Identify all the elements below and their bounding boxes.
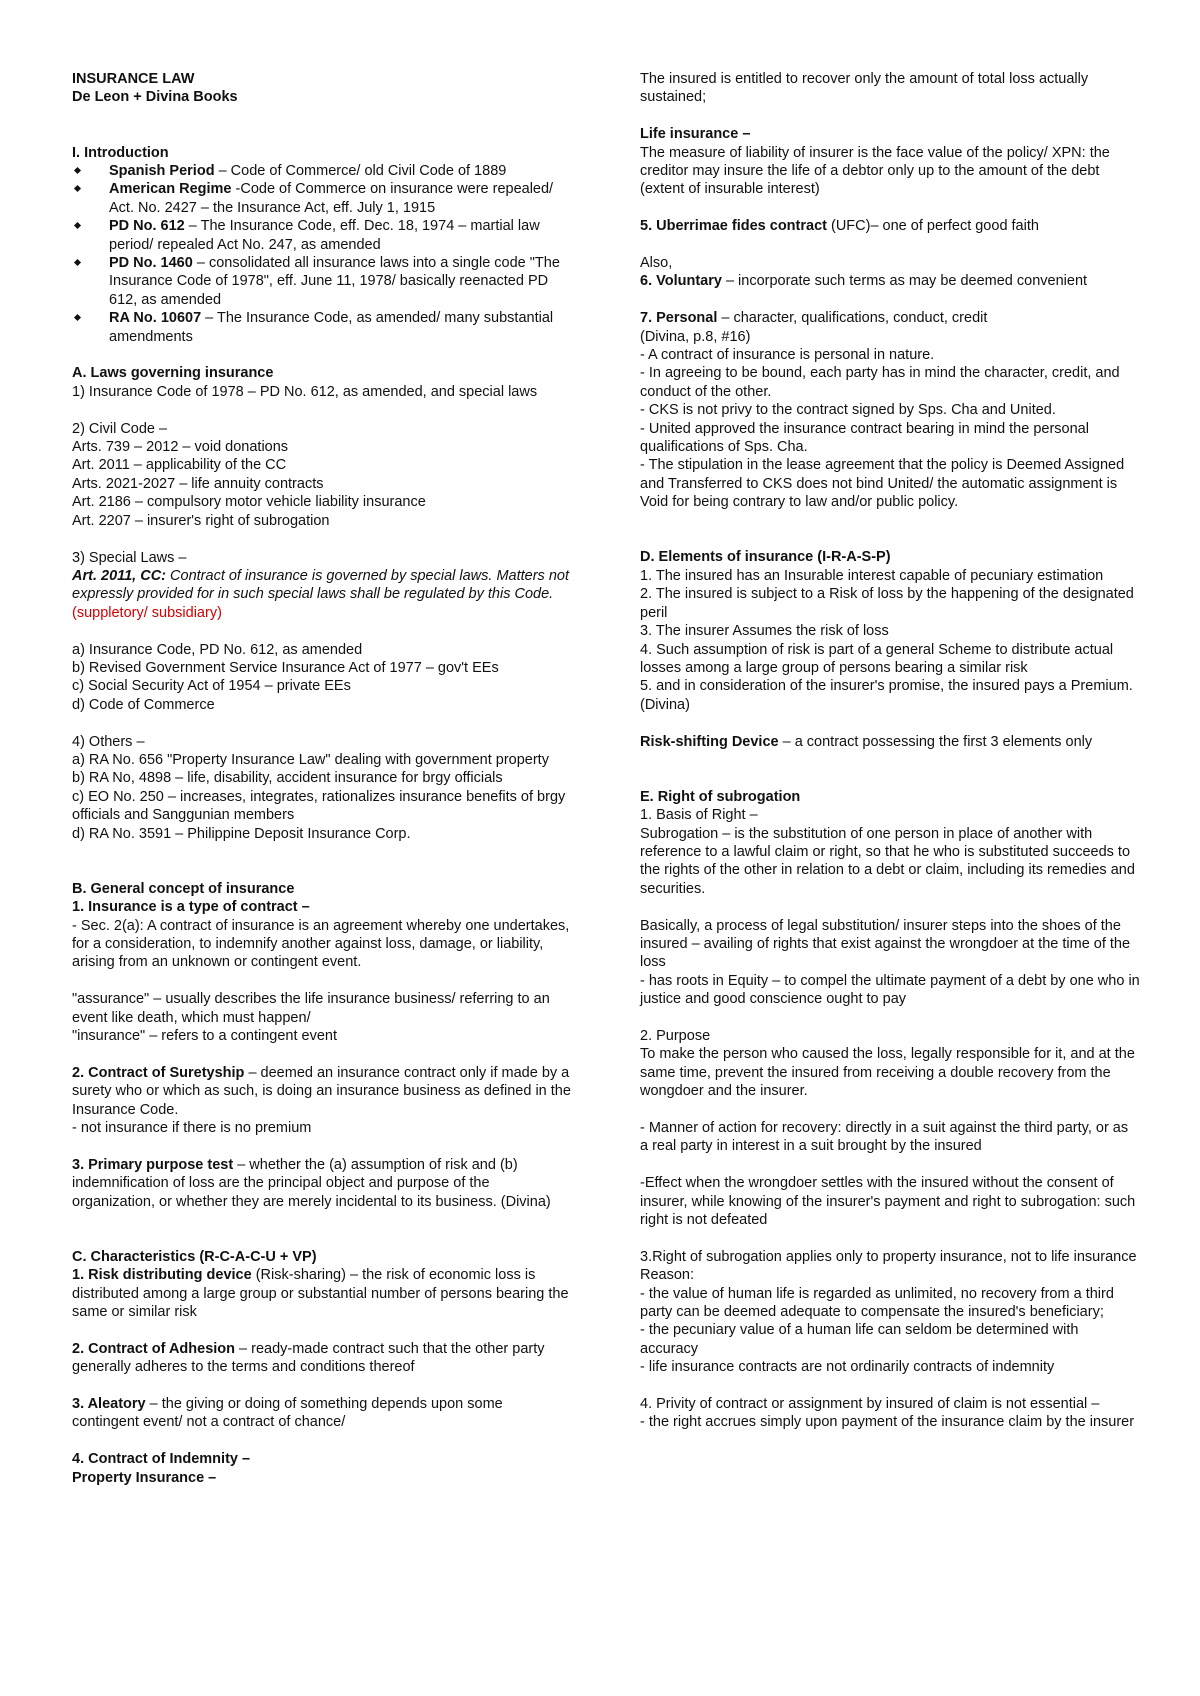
intro-bullet: Spanish Period – Code of Commerce/ old Civil Code of 1889 <box>72 162 572 180</box>
property-insurance-head: Property Insurance – <box>72 1469 217 1486</box>
purpose-text: To make the person who caused the loss, legally responsible for it, and at the same time, prevent the insured from receiving a double recovery from the wongdoer and the insurer. <box>640 1046 1135 1100</box>
art-2011-quote: Art. 2011, CC: Contract of insurance is governed by special laws. Matters not expressly provided for in such special laws shall be regulated by this Code. (suppletory/ subsidiary) <box>72 567 569 621</box>
manner-text: - Manner of action for recovery: directly in a suit against the third party, or as a real party in interest in a suit brought by the insured <box>640 1120 1129 1155</box>
special-law-line: b) Revised Government Service Insurance Act of 1977 – gov't EEs <box>72 659 499 676</box>
civil-code-line: Art. 2207 – insurer's right of subrogation <box>72 512 330 529</box>
property-insurance-text: The insured is entitled to recover only the amount of total loss actually sustained; <box>640 71 1089 106</box>
elements-heading: D. Elements of insurance (I-R-A-S-P) <box>640 549 891 566</box>
personal-line: - CKS is not privy to the contract signed by Sps. Cha and United. <box>640 402 1056 419</box>
basis-head: 1. Basis of Right – <box>640 807 758 824</box>
assurance-note: "assurance" – usually describes the life insurance business/ referring to an event like death, which must happen/ <box>72 991 550 1026</box>
effect-text: -Effect when the wrongdoer settles with the insured without the consent of insurer, while knowing of the insurer's payment and right to subrogation: such right is not defeated <box>640 1175 1136 1229</box>
laws-item-1: 1) Insurance Code of 1978 – PD No. 612, as amended, and special laws <box>72 383 538 400</box>
civil-code-line: Arts. 2021-2027 – life annuity contracts <box>72 475 324 492</box>
laws-item-2-head: 2) Civil Code – <box>72 420 168 437</box>
characteristic-3: 3. Aleatory – the giving or doing of something depends upon some contingent event/ not a contract of chance/ <box>72 1396 503 1431</box>
intro-bullet: PD No. 1460 – consolidated all insurance laws into a single code "The Insurance Code of 1978", eff. June 11, 1978/ basically reenacted PD 612, as amended <box>72 254 572 309</box>
others-line: d) RA No. 3591 – Philippine Deposit Insurance Corp. <box>72 825 411 842</box>
equity-text: - has roots in Equity – to compel the ultimate payment of a debt by one who in justice and good conscience ought to pay <box>640 972 1140 1008</box>
personal-line: - The stipulation in the lease agreement that the policy is Deemed Assigned and Transferred to CKS does not bind United/ the automatic assignment is Void for being contrary to law and/or public policy. <box>640 457 1125 511</box>
doc-subtitle: De Leon + Divina Books <box>72 89 238 106</box>
element-line: 4. Such assumption of risk is part of a general Scheme to distribute actual losses among a large group of persons bearing a similar risk <box>640 641 1114 676</box>
point-4-head: 4. Privity of contract or assignment by insured of claim is not essential – <box>640 1396 1100 1413</box>
general-sub-1: 1. Insurance is a type of contract – <box>72 899 310 916</box>
reason-line: - the value of human life is regarded as unlimited, no recovery from a third party can be deemed adequate to compensate the insured's beneficiary; <box>640 1285 1114 1321</box>
point-4-text: - the right accrues simply upon payment of the insurance claim by the insurer <box>640 1414 1135 1431</box>
characteristic-4: 4. Contract of Indemnity – <box>72 1451 251 1468</box>
suretyship-note: - not insurance if there is no premium <box>72 1120 312 1137</box>
laws-heading: A. Laws governing insurance <box>72 365 274 382</box>
personal-line: - A contract of insurance is personal in nature. <box>640 347 935 364</box>
general-heading: B. General concept of insurance <box>72 880 295 897</box>
left-column <box>72 70 572 1487</box>
characteristic-2: 2. Contract of Adhesion – ready-made contract such that the other party generally adheres to the terms and conditions thereof <box>72 1340 545 1376</box>
sec-2a-definition: - Sec. 2(a): A contract of insurance is an agreement whereby one undertakes, for a consideration, to indemnify another against loss, damage, or liability, arising from an unknown or contingent event. <box>72 917 570 971</box>
element-line: 2. The insured is subject to a Risk of loss by the happening of the designated peril <box>640 586 1134 621</box>
reason-label: Reason: <box>640 1267 695 1284</box>
intro-bullet: PD No. 612 – The Insurance Code, eff. Dec. 18, 1974 – martial law period/ repealed Act No. 247, as amended <box>72 217 572 254</box>
characteristic-7: 7. Personal – character, qualifications, conduct, credit <box>640 310 988 327</box>
intro-heading: I. Introduction <box>72 144 169 161</box>
risk-shifting-device: Risk-shifting Device – a contract possessing the first 3 elements only <box>640 733 1093 750</box>
others-line: c) EO No. 250 – increases, integrates, rationalizes insurance benefits of brgy officials and Sanggunian members <box>72 788 566 824</box>
intro-bullet-list <box>72 162 572 346</box>
laws-item-3-head: 3) Special Laws – <box>72 549 187 566</box>
element-line: 1. The insured has an Insurable interest capable of pecuniary estimation <box>640 567 1104 584</box>
reason-line: - life insurance contracts are not ordinarily contracts of indemnity <box>640 1359 1055 1376</box>
purpose-head: 2. Purpose <box>640 1027 711 1044</box>
life-insurance-head: Life insurance – <box>640 126 751 143</box>
personal-line: (Divina, p.8, #16) <box>640 328 751 345</box>
characteristics-heading: C. Characteristics (R-C-A-C-U + VP) <box>72 1248 317 1265</box>
suretyship-paragraph: 2. Contract of Suretyship – deemed an insurance contract only if made by a surety who or which as such, is doing an insurance business as defined in the Insurance Code. <box>72 1064 571 1118</box>
civil-code-line: Art. 2011 – applicability of the CC <box>72 457 287 474</box>
characteristic-1: 1. Risk distributing device (Risk-sharing) – the risk of economic loss is distributed among a large group or substantial number of persons bearing the same or similar risk <box>72 1267 569 1321</box>
civil-code-line: Arts. 739 – 2012 – void donations <box>72 439 289 456</box>
right-column <box>640 70 1140 1432</box>
also-label: Also, <box>640 255 673 272</box>
characteristic-6: 6. Voluntary – incorporate such terms as may be deemed convenient <box>640 273 1088 290</box>
special-law-line: c) Social Security Act of 1954 – private EEs <box>72 678 351 695</box>
others-line: a) RA No. 656 "Property Insurance Law" dealing with government property <box>72 751 549 768</box>
special-law-line: a) Insurance Code, PD No. 612, as amended <box>72 641 363 658</box>
personal-line: - United approved the insurance contract bearing in mind the personal qualifications of Sps. Cha. <box>640 420 1089 456</box>
element-line: 3. The insurer Assumes the risk of loss <box>640 623 889 640</box>
special-law-line: d) Code of Commerce <box>72 696 215 713</box>
civil-code-line: Art. 2186 – compulsory motor vehicle liability insurance <box>72 494 426 511</box>
doc-title: INSURANCE LAW <box>72 71 195 87</box>
intro-bullet: American Regime -Code of Commerce on insurance were repealed/ Act. No. 2427 – the Insurance Act, eff. July 1, 1915 <box>72 180 572 217</box>
personal-line: - In agreeing to be bound, each party has in mind the character, credit, and conduct of the other. <box>640 365 1120 400</box>
reason-line: - the pecuniary value of a human life can seldom be determined with accuracy <box>640 1322 1079 1357</box>
others-head: 4) Others – <box>72 733 145 750</box>
life-insurance-text: The measure of liability of insurer is the face value of the policy/ XPN: the creditor may insure the life of a debtor only up to the amount of the debt (extent of insurable interest) <box>640 144 1110 198</box>
intro-bullet: RA No. 10607 – The Insurance Code, as amended/ many substantial amendments <box>72 309 572 346</box>
basis-text: Subrogation – is the substitution of one person in place of another with reference to a lawful claim or right, so that he who is substituted succeeds to the rights of the other in relation to a debt or claim, including its remedies and securities. <box>640 825 1135 897</box>
basically-text: Basically, a process of legal substitution/ insurer steps into the shoes of the insured – availing of rights that exist against the wrongdoer at the time of the loss <box>640 917 1131 971</box>
element-line: 5. and in consideration of the insurer's promise, the insured pays a Premium. (Divina) <box>640 678 1133 713</box>
insurance-note: "insurance" – refers to a contingent event <box>72 1028 338 1044</box>
characteristic-5: 5. Uberrimae fides contract (UFC)– one of perfect good faith <box>640 218 1039 235</box>
primary-purpose-paragraph: 3. Primary purpose test – whether the (a) assumption of risk and (b) indemnification of loss are the principal object and purpose of the organization, or whether they are merely incidental to its business. (Divina) <box>72 1156 551 1210</box>
others-line: b) RA No, 4898 – life, disability, accident insurance for brgy officials <box>72 770 503 787</box>
subrogation-heading: E. Right of subrogation <box>640 788 801 805</box>
point-3-head: 3.Right of subrogation applies only to property insurance, not to life insurance <box>640 1248 1137 1265</box>
